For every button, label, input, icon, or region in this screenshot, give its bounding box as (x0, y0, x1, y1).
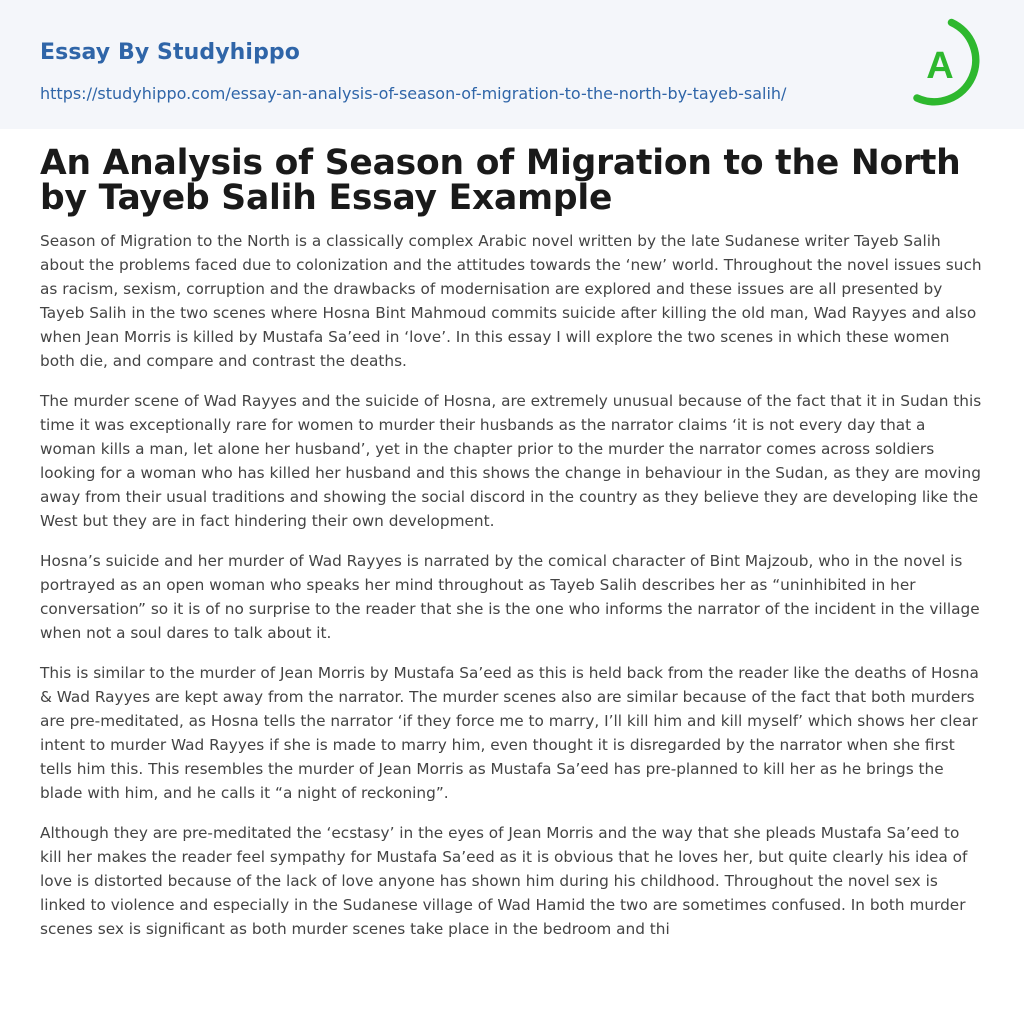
studyhippo-logo-icon[interactable] (910, 18, 988, 106)
article-paragraph: Although they are pre-meditated the ‘ecstasy’ in the eyes of Jean Morris and the way that she pleads Mustafa Sa’eed to kill her makes the reader feel sympathy for Mustafa Sa’eed as it is obvious that he loves her, but quite clearly his idea of love is distorted because of the lack of love anyone has shown him during his childhood. Throughout the novel sex is linked to violence and especially in the Sudanese village of Wad Hamid the two are sometimes confused. In both murder scenes sex is significant as both murder scenes take place in the bedroom and thi (40, 824, 968, 938)
article-paragraph: Season of Migration to the North is a classically complex Arabic novel written by the late Sudanese writer Tayeb Salih about the problems faced due to colonization and the attitudes towards the ‘new’ world. Throughout the novel issues such as racism, sexism, corruption and the drawbacks of modernisation are explored and these issues are all presented by Tayeb Salih in the two scenes where Hosna Bint Mahmoud commits suicide after killing the old man, Wad Rayyes and also when Jean Morris is killed by Mustafa Sa’eed in ‘love’. In this essay I will explore the two scenes in which these women both die, and compare and contrast the deaths. (40, 232, 982, 370)
article (40, 143, 985, 957)
logo-letter: A (926, 45, 954, 87)
article-body (40, 229, 985, 941)
article-paragraph: Hosna’s suicide and her murder of Wad Rayyes is narrated by the comical character of Bint Majzoub, who in the novel is portrayed as an open woman who speaks her mind throughout as Tayeb Salih describes her as “uninhibited in her conversation” so it is of no surprise to the reader that she is the one who informs the narrator of the incident in the village when not a soul dares to talk about it. (40, 552, 980, 642)
article-paragraph: The murder scene of Wad Rayyes and the suicide of Hosna, are extremely unusual because of the fact that it in Sudan this time it was exceptionally rare for women to murder their husbands as the narrator claims ‘it is not every day that a woman kills a man, let alone her husband’, yet in the chapter prior to the murder the narrator comes across soldiers looking for a woman who has killed her husband and this shows the change in behaviour in the Sudan, as they are moving away from their usual traditions and showing the social discord in the country as they believe they are developing like the West but they are in fact hindering their own development. (40, 392, 982, 530)
source-url-link[interactable]: https://studyhippo.com/essay-an-analysis-of-season-of-migration-to-the-north-by-tayeb-salih/ (40, 84, 787, 103)
article-paragraph: This is similar to the murder of Jean Morris by Mustafa Sa’eed as this is held back from the reader like the deaths of Hosna & Wad Rayyes are kept away from the narrator. The murder scenes also are similar because of the fact that both murders are pre-meditated, as Hosna tells the narrator ‘if they force me to marry, I’ll kill him and kill myself’ which shows her clear intent to murder Wad Rayyes if she is made to marry him, even thought it is disregarded by the narrator when she first tells him this. This resembles the murder of Jean Morris as Mustafa Sa’eed has pre-planned to kill her as he brings the blade with him, and he calls it “a night of reckoning”. (40, 664, 979, 802)
site-name[interactable]: Essay By Studyhippo (40, 40, 300, 65)
site-header (0, 0, 1024, 129)
article-title: An Analysis of Season of Migration to the North by Tayeb Salih Essay Example (40, 143, 961, 218)
